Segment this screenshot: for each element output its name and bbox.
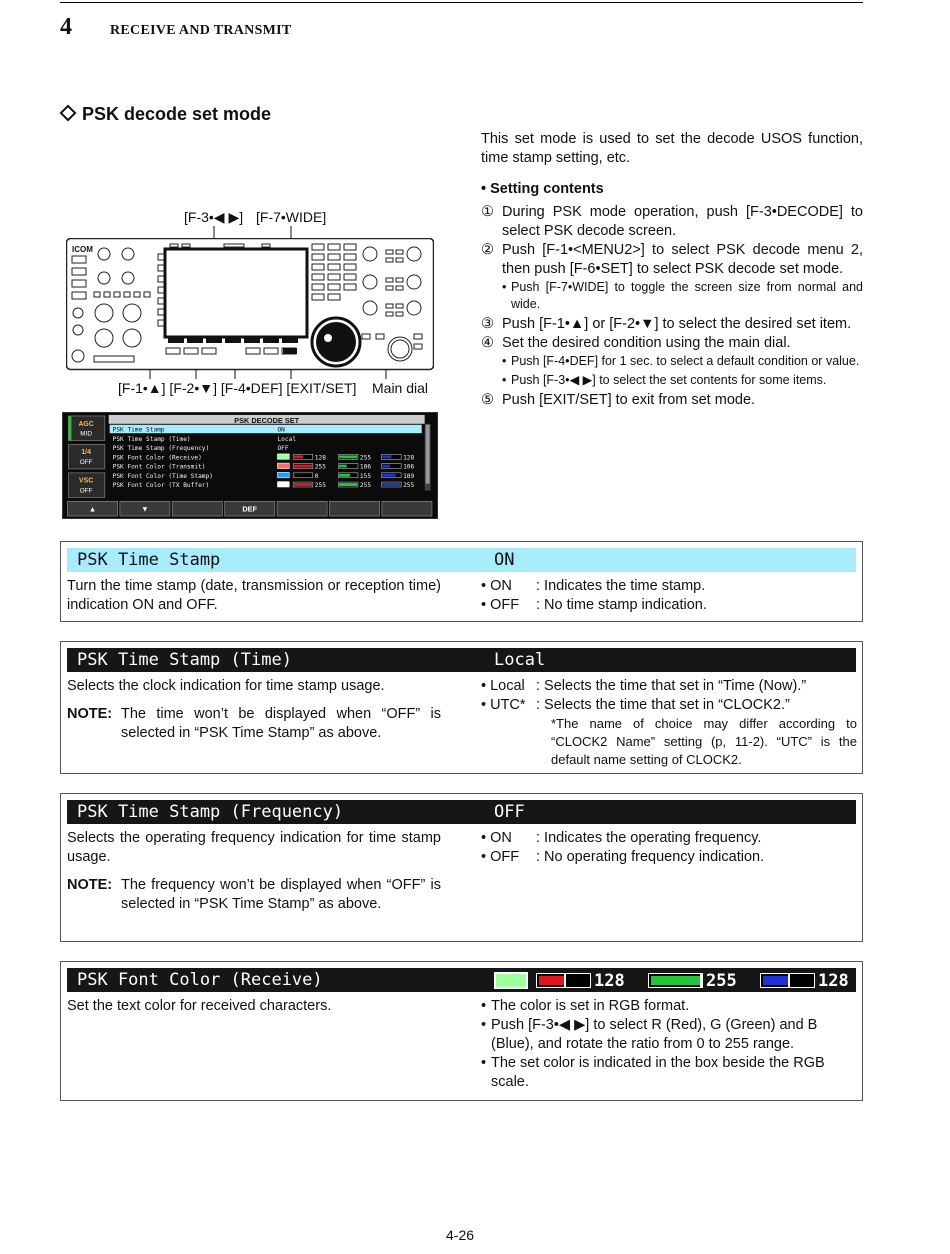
red-scale <box>536 973 591 988</box>
item-options <box>481 829 857 867</box>
note-text: The time won’t be displayed when “OFF” is selected in “PSK Time Stamp” as above. <box>121 706 441 741</box>
lcd-softkey <box>172 501 222 516</box>
step-subnote-text: Push [F-4•DEF] for 1 sec. to select a default condition or value. <box>511 354 860 368</box>
lcd-softkey-label: ▼ <box>141 504 149 514</box>
bullet-dot: • <box>502 280 507 294</box>
lcd-row-label: PSK Font Color (Transmit) <box>112 463 206 471</box>
option-row <box>481 577 857 596</box>
option-row <box>481 848 857 867</box>
item-value: OFF <box>494 802 525 822</box>
option-desc: : No operating frequency indication. <box>536 849 765 865</box>
chapter-title: RECEIVE AND TRANSMIT <box>110 23 292 38</box>
bullet-row <box>481 997 857 1016</box>
psk-decode-set-screen <box>62 412 438 519</box>
lcd-scale <box>293 473 313 478</box>
step-number: ② <box>481 242 494 258</box>
lcd-side-label: 1/4 <box>81 449 91 457</box>
lcd-side-value: OFF <box>79 487 93 495</box>
lcd-row-label: PSK Time Stamp (Frequency) <box>112 445 210 453</box>
item-value: ON <box>494 550 515 570</box>
item-name: PSK Time Stamp (Time) <box>77 650 292 670</box>
green-value: 255 <box>706 971 737 991</box>
item-box-font-color-receive <box>60 961 863 1101</box>
footnote: *The name of choice may differ according to “CLOCK2 Name” setting (p, 11-2). “UTC” is the default name setting of CLOCK2. <box>551 716 857 767</box>
lcd-scale-value: 0 <box>314 472 319 480</box>
blue-value: 128 <box>818 971 849 991</box>
item-name: PSK Font Color (Receive) <box>77 970 323 990</box>
red-value: 128 <box>594 971 625 991</box>
lcd-side-value: MID <box>80 430 92 438</box>
note-text: The frequency won’t be displayed when “OFF” is selected in “PSK Time Stamp” as above. <box>121 877 441 912</box>
option-desc: : Selects the time that set in “CLOCK2.” <box>536 697 790 713</box>
step-text: Push [F-1•<MENU2>] to select PSK decode menu 2, then push [F-6•SET] to select PSK decode set mode. <box>502 242 863 277</box>
item-description <box>67 829 441 914</box>
step-subnote <box>481 372 863 389</box>
item-description-text: Set the text color for received characters. <box>67 998 332 1014</box>
lcd-scale-fill <box>294 455 303 458</box>
bullet-dot: • <box>502 373 507 387</box>
lcd-scale-value: 255 <box>314 481 326 489</box>
lcd-row-value: Local <box>277 435 297 443</box>
step-number: ③ <box>481 316 494 332</box>
note-label: NOTE: <box>67 706 113 722</box>
option-row <box>481 696 857 715</box>
item-bar <box>67 800 856 824</box>
lcd-row-value: OFF <box>277 445 289 453</box>
bullet-row <box>481 1054 857 1092</box>
lcd-scale-value: 128 <box>403 454 415 462</box>
option-desc: : Indicates the time stamp. <box>536 578 706 594</box>
bullet-text: Push [F-3•◀ ▶] to select R (Red), G (Green) and B (Blue), and rotate the ratio from 0 to 255 range. <box>491 1017 818 1052</box>
step-subnote <box>481 279 863 313</box>
bullet-dot: • <box>502 354 507 368</box>
lcd-color-swatch <box>277 472 289 477</box>
setting-contents-heading: • Setting contents <box>481 181 604 197</box>
red-marker <box>564 974 566 987</box>
blue-marker <box>788 974 790 987</box>
step-item <box>481 334 863 353</box>
diamond-icon <box>60 105 77 122</box>
callout-bottom-keys: [F-1•▲] [F-2•▼] [F-4•DEF] [EXIT/SET] <box>118 380 357 396</box>
lcd-softkey-label: ▲ <box>88 504 97 514</box>
callout-main-dial: Main dial <box>372 380 429 396</box>
step-item <box>481 203 863 241</box>
step-item <box>481 315 863 334</box>
lcd-scale-fill <box>382 483 400 486</box>
note-label: NOTE: <box>67 877 113 893</box>
note <box>67 705 441 743</box>
bullet-text: The color is set in RGB format. <box>491 998 690 1014</box>
option-label: • ON <box>481 830 512 846</box>
step-subnote-text: Push [F-3•◀ ▶] to select the set contents for some items. <box>511 373 827 387</box>
lcd-color-swatch <box>277 463 289 468</box>
step-number: ⑤ <box>481 392 494 408</box>
option-label: • ON <box>481 578 512 594</box>
item-bar <box>67 548 856 572</box>
red-fill <box>539 976 565 985</box>
option-desc: : Selects the time that set in “Time (Now).” <box>536 678 807 694</box>
bullet-row <box>481 1016 857 1054</box>
item-bar <box>67 968 856 992</box>
option-row <box>481 829 857 848</box>
page-number: 4-26 <box>446 1227 475 1243</box>
bullet-dot: • <box>481 1055 487 1071</box>
section-title <box>60 104 271 125</box>
radio-front-panel <box>66 238 434 371</box>
item-bullets <box>481 997 857 1092</box>
green-scale <box>648 973 703 988</box>
lcd-side-label: AGC <box>78 420 94 428</box>
radio-brand: ICOM <box>72 245 93 254</box>
lcd-scale-fill <box>294 483 312 486</box>
lcd-softkey <box>382 501 432 516</box>
instructions <box>481 130 863 410</box>
lcd-softkey <box>329 501 379 516</box>
step-text: During PSK mode operation, push [F-3•DECODE] to select PSK decode screen. <box>502 204 863 239</box>
note <box>67 876 441 914</box>
step-subnote-text: Push [F-7•WIDE] to toggle the screen size from normal and wide. <box>511 280 863 311</box>
item-options <box>481 677 857 769</box>
lcd-scale-value: 155 <box>359 472 372 480</box>
lcd-scale-value: 106 <box>359 463 372 471</box>
callout-f7-wide: [F-7•WIDE] <box>256 209 327 225</box>
step-number: ① <box>481 204 494 220</box>
lcd-row-label: PSK Font Color (TX Buffer) <box>112 481 210 489</box>
callout-f3: [F-3•◀ ▶] <box>184 209 244 225</box>
bullet-dot: • <box>481 998 487 1014</box>
item-value: Local <box>494 650 546 670</box>
lcd-color-swatch <box>277 482 289 487</box>
step-number: ④ <box>481 335 494 351</box>
lcd-softkey-label: DEF <box>242 504 258 514</box>
item-description-text: Turn the time stamp (date, transmission or reception time) indication ON and OFF. <box>67 578 441 613</box>
lcd-row-label: PSK Font Color (Receive) <box>112 454 202 462</box>
lcd-scale-fill <box>382 465 390 468</box>
lcd-side-value: OFF <box>79 459 93 467</box>
chapter-number: 4 <box>60 14 72 40</box>
lcd-row-value: ON <box>277 426 285 434</box>
color-swatch <box>494 972 528 989</box>
lcd-scale-value: 255 <box>403 481 415 489</box>
lcd-scale-fill <box>339 455 357 458</box>
item-description-text: Selects the clock indication for time stamp usage. <box>67 678 385 694</box>
step-text: Push [EXIT/SET] to exit from set mode. <box>502 392 756 408</box>
option-label: • OFF <box>481 849 520 865</box>
blue-fill <box>763 976 789 985</box>
option-desc: : No time stamp indication. <box>536 597 707 613</box>
lcd-scale-value: 106 <box>403 463 415 471</box>
lcd-side-label: VSC <box>79 477 94 485</box>
item-name: PSK Time Stamp <box>77 550 221 570</box>
item-options <box>481 577 857 615</box>
step-item <box>481 241 863 279</box>
intro-text: This set mode is used to set the decode USOS function, time stamp setting, etc. <box>481 131 863 166</box>
lcd-scale-value: 255 <box>359 481 372 489</box>
step-list <box>481 203 863 410</box>
item-description <box>67 997 441 1016</box>
step-text: Push [F-1•▲] or [F-2•▼] to select the desired set item. <box>502 316 852 332</box>
lcd-row-label: PSK Font Color (Time Stamp) <box>112 472 213 480</box>
lcd-scale-value: 189 <box>403 472 415 480</box>
option-label: • OFF <box>481 597 520 613</box>
item-description <box>67 677 441 743</box>
option-row <box>481 596 857 615</box>
bullet-dot: • <box>481 1017 487 1033</box>
green-fill <box>651 976 701 985</box>
lcd-title: PSK DECODE SET <box>234 415 300 425</box>
lcd-scale-fill <box>339 483 357 486</box>
lcd-scale-fill <box>339 465 347 468</box>
step-subnote <box>481 353 863 370</box>
step-text: Set the desired condition using the main dial. <box>502 335 791 351</box>
header-rule <box>60 2 863 3</box>
lcd-scale-fill <box>382 455 391 458</box>
lcd-scale-fill <box>382 474 395 477</box>
option-row <box>481 677 857 696</box>
lcd-scale-value: 255 <box>359 454 372 462</box>
option-label: • Local <box>481 678 525 694</box>
lcd-row-label: PSK Time Stamp (Time) <box>112 435 191 443</box>
lcd-side-indicator <box>68 416 71 441</box>
step-item <box>481 391 863 410</box>
lcd-row-label: PSK Time Stamp <box>112 426 165 434</box>
item-description-text: Selects the operating frequency indication for time stamp usage. <box>67 830 441 865</box>
lcd-scale-fill <box>339 474 350 477</box>
green-marker <box>700 974 702 987</box>
item-box-time-stamp-frequency <box>60 793 863 942</box>
item-bar <box>67 648 856 672</box>
lcd-scale-fill <box>294 465 312 468</box>
lcd-softkey <box>277 501 327 516</box>
bullet-text: The set color is indicated in the box beside the RGB scale. <box>491 1055 825 1090</box>
lcd-color-swatch <box>277 454 289 459</box>
blue-scale <box>760 973 815 988</box>
lcd-scale-value: 255 <box>314 463 326 471</box>
item-name: PSK Time Stamp (Frequency) <box>77 802 344 822</box>
item-box-time-stamp-time <box>60 641 863 774</box>
item-description <box>67 577 441 615</box>
option-desc: : Indicates the operating frequency. <box>536 830 762 846</box>
lcd-scale-value: 128 <box>314 454 326 462</box>
option-label: • UTC* <box>481 697 526 713</box>
section-title-text: PSK decode set mode <box>82 104 272 124</box>
item-box-time-stamp <box>60 541 863 622</box>
